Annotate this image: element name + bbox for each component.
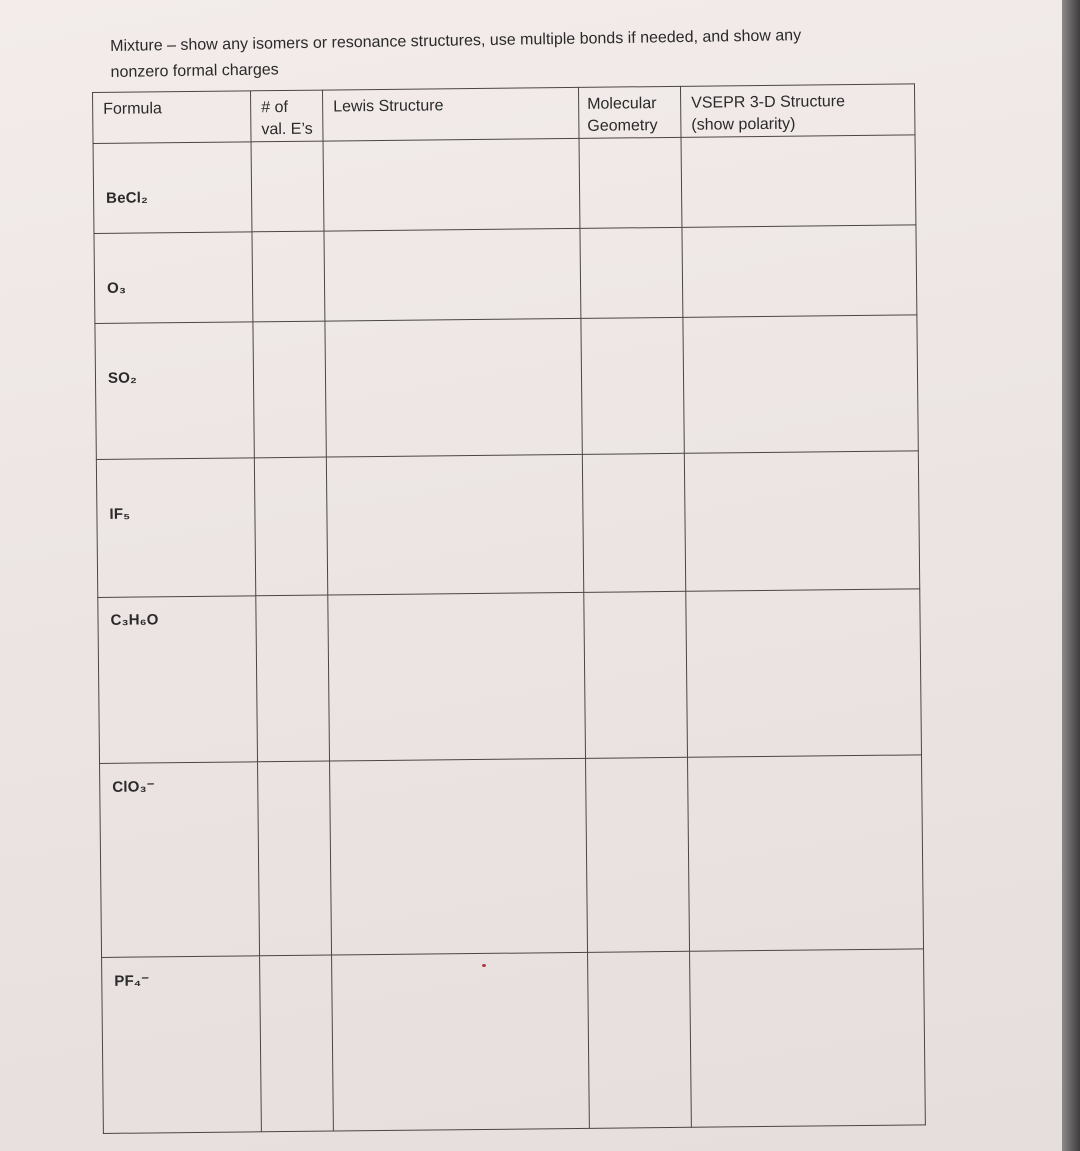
molecular-geometry-cell[interactable] [581,317,684,454]
valence-electrons-cell[interactable] [251,141,324,232]
lewis-structure-cell[interactable] [328,592,586,761]
molecule-table [92,83,926,1134]
formula-label: BeCl₂ [106,189,149,207]
header-lewis-label: Lewis Structure [333,97,444,116]
header-row [93,84,915,144]
table-row [96,451,919,598]
formula-cell [98,596,258,764]
worksheet-table-container [92,83,925,1130]
formula-label: IF₅ [109,505,131,523]
vsepr-structure-cell[interactable] [681,135,916,227]
table-row [98,589,922,764]
header-vsepr-structure [680,84,915,137]
header-formula [93,91,252,144]
table-row [95,315,918,460]
header-valence-line-1: # of [261,98,288,117]
formula-cell [100,762,260,958]
vsepr-structure-cell[interactable] [686,589,922,757]
formula-label: ClO₃⁻ [112,778,155,796]
valence-electrons-cell[interactable] [253,321,326,458]
molecular-geometry-cell[interactable] [582,453,685,592]
formula-label: C₃H₆O [110,611,159,629]
vsepr-structure-cell[interactable] [682,225,917,317]
formula-cell [102,956,262,1134]
molecular-geometry-cell[interactable] [579,137,682,228]
molecular-geometry-cell[interactable] [588,951,692,1128]
instructions-line-2: nonzero formal charges [110,61,279,81]
header-valence-electrons [250,90,323,142]
header-formula-label: Formula [103,100,162,118]
molecular-geometry-cell[interactable] [580,227,683,318]
vsepr-structure-cell[interactable] [683,315,918,453]
vsepr-structure-cell[interactable] [684,451,919,591]
pen-mark [482,964,486,967]
header-lewis-structure [322,87,579,141]
header-valence-line-2: val. E’s [261,120,313,139]
valence-electrons-cell[interactable] [254,457,327,596]
lewis-structure-cell[interactable] [325,318,582,457]
vsepr-structure-cell[interactable] [690,949,926,1127]
formula-label: SO₂ [107,369,138,387]
valence-electrons-cell[interactable] [252,231,325,322]
molecular-geometry-cell[interactable] [586,757,690,952]
formula-label: PF₄⁻ [114,972,150,990]
lewis-structure-cell[interactable] [323,138,580,231]
table-row [102,949,926,1134]
paper-stack-edge [1062,0,1080,1151]
formula-cell [94,232,253,324]
instructions [110,22,901,86]
header-vsepr-line-2: (show polarity) [691,115,796,134]
table-row [93,135,916,234]
table-row [94,225,917,324]
formula-cell [95,322,254,460]
table-row [100,755,924,958]
instructions-line-1: Mixture – show any isomers or resonance structures, use multiple bonds if needed, and show any [110,27,802,55]
valence-electrons-cell[interactable] [258,761,332,956]
valence-electrons-cell[interactable] [256,595,330,762]
vsepr-structure-cell[interactable] [687,755,923,951]
header-geometry-line-1: Molecular [587,95,657,113]
formula-cell [96,458,255,598]
formula-cell [93,142,252,234]
lewis-structure-cell[interactable] [324,228,581,321]
header-vsepr-line-1: VSEPR 3-D Structure [691,93,846,112]
header-molecular-geometry [578,86,681,138]
lewis-structure-cell[interactable] [332,952,590,1131]
formula-label: O₃ [106,279,127,297]
lewis-structure-cell[interactable] [326,454,583,595]
lewis-structure-cell[interactable] [330,758,588,955]
molecular-geometry-cell[interactable] [584,591,688,758]
valence-electrons-cell[interactable] [260,955,334,1132]
header-geometry-line-2: Geometry [587,117,658,135]
